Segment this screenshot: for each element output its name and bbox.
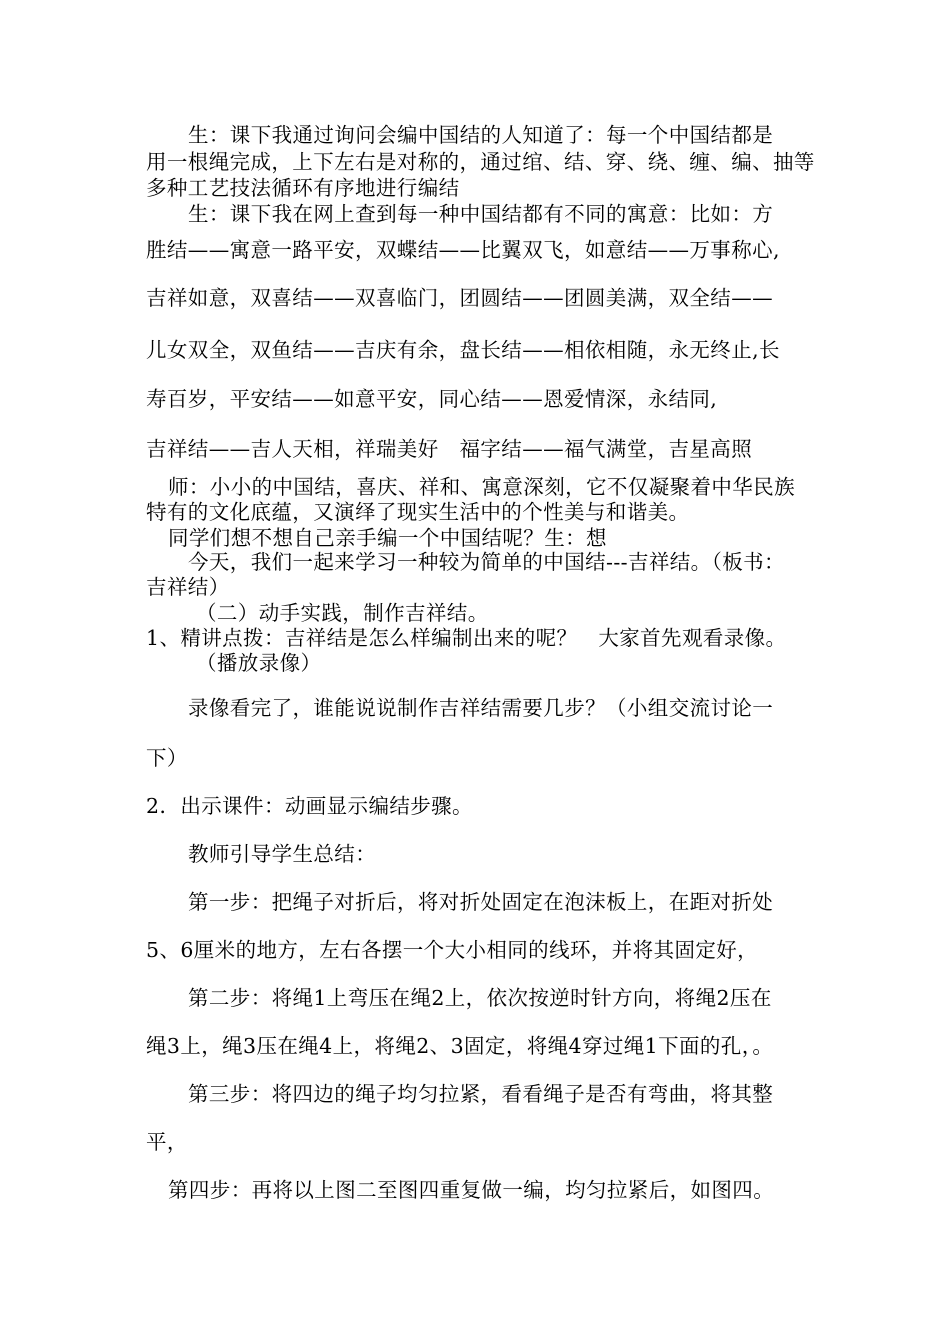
text-line: 多种工艺技法循环有序地进行编结 [146, 176, 460, 200]
text-line: 第三步：将四边的绳子均匀拉紧，看看绳子是否有弯曲，将其整 [188, 1082, 774, 1106]
text-line: 绳3上，绳3压在绳4上，将绳2、3固定，将绳4穿过绳1下面的孔，。 [146, 1034, 774, 1058]
text-line: 第一步：把绳子对折后，将对折处固定在泡沫板上，在距对折处 [188, 890, 774, 914]
text-line: 生：课下我在网上查到每一种中国结都有不同的寓意：比如：方 [188, 202, 774, 226]
text-line: 第二步：将绳1上弯压在绳2上，依次按逆时针方向，将绳2压在 [188, 986, 772, 1010]
text-line: 同学们想不想自己亲手编一个中国结呢？生：想 [168, 526, 607, 550]
text-line: 下） [146, 746, 188, 770]
text-line: 吉祥结） [146, 575, 230, 599]
text-line: 胜结——寓意一路平安，双蝶结——比翼双飞，如意结——万事称心, [146, 238, 780, 262]
text-line: 吉祥结——吉人天相，祥瑞美好 福字结——福气满堂，吉星高照 [146, 437, 753, 461]
text-line: 录像看完了，谁能说说制作吉祥结需要几步？（小组交流讨论一 [188, 696, 774, 720]
text-line: 今天，我们一起来学习一种较为简单的中国结---吉祥结。（板书： [188, 550, 785, 574]
text-line: 吉祥如意，双喜结——双喜临门，团圆结——团圆美满，双全结—— [146, 286, 773, 310]
text-line: 5、6厘米的地方，左右各摆一个大小相同的线环，并将其固定好， [146, 938, 759, 962]
text-line: 教师引导学生总结： [188, 842, 377, 866]
section-heading: （二）动手实践，制作吉祥结。 [196, 601, 489, 625]
text-line: 寿百岁，平安结——如意平安，同心结——恩爱情深，永结同, [146, 387, 718, 411]
text-line: 用一根绳完成，上下左右是对称的，通过绾、结、穿、绕、缠、编、抽等 [146, 150, 815, 174]
text-line: 1、精讲点拨：吉祥结是怎么样编制出来的呢？ 大家首先观看录像。 [146, 626, 787, 650]
text-line: 2．出示课件：动画显示编结步骤。 [146, 794, 473, 818]
text-line: 儿女双全，双鱼结——吉庆有余，盘长结——相依相随，永无终止,长 [146, 338, 780, 362]
text-line: 师：小小的中国结，喜庆、祥和、寓意深刻，它不仅凝聚着中华民族 [168, 475, 795, 499]
text-line: （播放录像） [196, 651, 322, 675]
text-line: 生：课下我通过询问会编中国结的人知道了：每一个中国结都是 [188, 123, 774, 147]
text-line: 平， [146, 1130, 188, 1154]
text-line: 第四步：再将以上图二至图四重复做一编，均匀拉紧后，如图四。 [168, 1178, 775, 1202]
text-line: 特有的文化底蕴，又演绎了现实生活中的个性美与和谐美。 [146, 500, 690, 524]
